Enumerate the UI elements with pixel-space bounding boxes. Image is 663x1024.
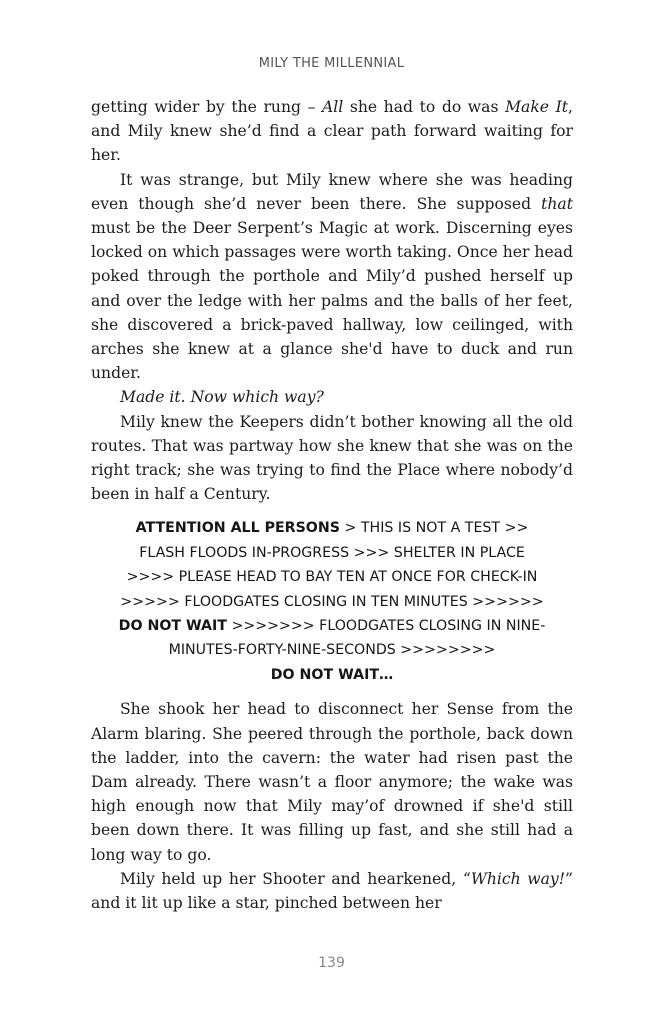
text-run: getting wider by the rung – [91, 98, 322, 116]
alarm-text: MINUTES-FORTY-NINE-SECONDS >>>>>>>> [168, 642, 496, 659]
alarm-line [81, 638, 583, 662]
text-run: Mily held up her Shooter and hearkened, “ [120, 869, 471, 888]
alarm-text: >>>> PLEASE HEAD TO BAY TEN AT ONCE FOR CHECK-IN [126, 569, 538, 586]
alarm-line [81, 663, 583, 687]
running-head: MILY THE MILLENNIAL [258, 56, 405, 71]
alarm-text: >>>>> FLOODGATES CLOSING IN TEN MINUTES >>>>>> [120, 593, 544, 610]
italic-text: Which way! [470, 869, 565, 888]
body-paragraph [91, 95, 573, 168]
italic-text: Make It [505, 98, 569, 116]
italic-text: Made it. Now which way? [120, 388, 324, 407]
text-run: she had to do was [343, 98, 506, 116]
italic-text: All [321, 98, 344, 116]
alarm-line [81, 541, 583, 565]
text-run: , and Mily knew she’d find a clear path forward waiting for her. [91, 98, 573, 165]
body-paragraph [91, 410, 573, 507]
alarm-line [81, 614, 583, 638]
alarm-emphasis: DO NOT WAIT… [270, 666, 394, 683]
page-body [91, 95, 573, 915]
text-run: must be the Deer Serpent’s Magic at work. Discerning eyes locked on which passages were worth taking. Once her head poked through the porthole and Mily’d pushed herself up and over the ledge with her palms and the balls of her feet, she discovered a brick-paved hallway, low ceilinged, with arches she knew at a glance she'd have to duck and run under. [91, 219, 573, 383]
alarm-line [81, 516, 583, 540]
body-paragraph [91, 168, 573, 386]
alarm-line [81, 565, 583, 589]
body-paragraph [91, 867, 573, 915]
alarm-line [81, 590, 583, 614]
alarm-text: >>>>>>> FLOODGATES CLOSING IN NINE- [226, 618, 546, 635]
alarm-emphasis: DO NOT WAIT [118, 618, 227, 635]
italic-text: that [541, 194, 573, 213]
alarm-text: FLASH FLOODS IN-PROGRESS >>> SHELTER IN PLACE [139, 544, 525, 561]
body-paragraphs-after [91, 697, 573, 915]
alarm-emphasis: ATTENTION ALL PERSONS [135, 520, 340, 537]
body-paragraph [91, 385, 573, 409]
text-run: Mily knew the Keepers didn’t bother knowing all the old routes. That was partway how she knew that she was on the right track; she was trying to find the Place where nobody’d been in half a Century. [91, 412, 573, 504]
page-number: 139 [318, 955, 345, 971]
body-paragraphs-before [91, 95, 573, 506]
text-run: It was strange, but Mily knew where she was heading even though she’d never been there. She supposed [91, 170, 573, 213]
body-paragraph [91, 697, 573, 866]
text-run: ” and it lit up like a star, pinched between her [91, 869, 573, 912]
alarm-text: > THIS IS NOT A TEST >> [339, 520, 529, 537]
alarm-announcement [81, 516, 583, 687]
text-run: She shook her head to disconnect her Sense from the Alarm blaring. She peered through the porthole, back down the ladder, into the cavern: the water had risen past the Dam already. There wasn’t a floor anymore; the wake was high enough now that Mily may’of drowned if she'd still been down there. It was filling up fast, and she still had a long way to go. [91, 700, 573, 864]
